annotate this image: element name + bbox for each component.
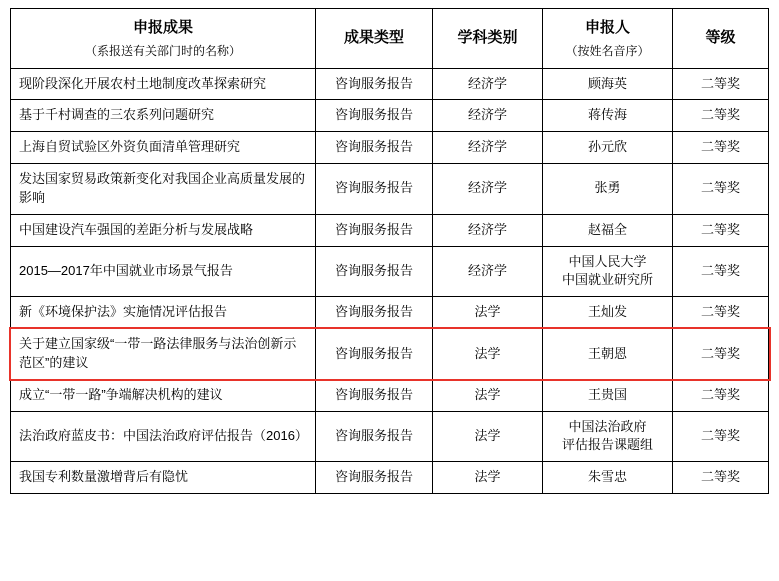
cell-achievement-type: 咨询服务报告	[316, 164, 433, 215]
cell-achievement-type: 咨询服务报告	[316, 246, 433, 297]
cell-achievement-name: 法治政府蓝皮书：中国法治政府评估报告（2016）	[11, 411, 316, 462]
cell-achievement-type: 咨询服务报告	[316, 68, 433, 100]
cell-applicant	[543, 100, 673, 132]
cell-discipline: 经济学	[433, 214, 543, 246]
table-header	[11, 9, 769, 69]
table-row	[11, 214, 769, 246]
cell-discipline: 法学	[433, 379, 543, 411]
cell-grade: 二等奖	[673, 132, 769, 164]
cell-applicant	[543, 164, 673, 215]
applicant-line-1: 中国人民大学	[568, 253, 647, 269]
cell-achievement-type: 咨询服务报告	[316, 462, 433, 494]
table-body	[11, 68, 769, 494]
cell-grade: 二等奖	[673, 329, 769, 380]
table-row	[11, 411, 769, 462]
cell-applicant	[543, 329, 673, 380]
cell-discipline: 法学	[433, 411, 543, 462]
applicant-line-1: 中国法治政府	[568, 418, 647, 434]
cell-grade: 二等奖	[673, 68, 769, 100]
applicant-line-1: 赵福全	[587, 221, 627, 237]
cell-applicant	[543, 379, 673, 411]
table-row	[11, 297, 769, 329]
applicant-line-1: 朱雪忠	[587, 469, 627, 485]
cell-applicant	[543, 297, 673, 329]
cell-achievement-type: 咨询服务报告	[316, 297, 433, 329]
cell-achievement-name: 新《环境保护法》实施情况评估报告	[11, 297, 316, 329]
header-sub-name: （系报送有关部门时的名称）	[84, 43, 241, 58]
cell-achievement-name: 上海自贸试验区外资负面清单管理研究	[11, 132, 316, 164]
table-row	[11, 379, 769, 411]
cell-discipline: 经济学	[433, 100, 543, 132]
applicant-line-1: 张勇	[594, 180, 621, 196]
table-row	[11, 132, 769, 164]
header-main-grade: 等级	[705, 29, 736, 46]
header-sub-person: （按姓名音序）	[565, 43, 650, 58]
cell-achievement-type: 咨询服务报告	[316, 132, 433, 164]
table-row	[11, 100, 769, 132]
table-row	[11, 68, 769, 100]
header-cell-discipline	[433, 9, 543, 69]
header-cell-type	[316, 9, 433, 69]
cell-discipline: 经济学	[433, 68, 543, 100]
cell-achievement-name: 发达国家贸易政策新变化对我国企业高质量发展的影响	[11, 164, 316, 215]
cell-discipline: 法学	[433, 329, 543, 380]
table-row	[11, 246, 769, 297]
applicant-line-2: 评估报告课题组	[561, 437, 653, 453]
applicant-line-2: 中国就业研究所	[561, 272, 653, 288]
cell-achievement-name: 关于建立国家级“一带一路法律服务与法治创新示范区”的建议	[11, 329, 316, 380]
applicant-line-1: 王贵国	[587, 386, 627, 402]
cell-achievement-name: 中国建设汽车强国的差距分析与发展战略	[11, 214, 316, 246]
cell-achievement-type: 咨询服务报告	[316, 214, 433, 246]
header-cell-name	[11, 9, 316, 69]
cell-applicant	[543, 246, 673, 297]
cell-discipline: 经济学	[433, 246, 543, 297]
table-row	[11, 164, 769, 215]
cell-achievement-type: 咨询服务报告	[316, 379, 433, 411]
cell-achievement-name: 2015—2017年中国就业市场景气报告	[11, 246, 316, 297]
header-main-discipline: 学科类别	[457, 29, 518, 46]
header-cell-person	[543, 9, 673, 69]
cell-applicant	[543, 462, 673, 494]
cell-applicant	[543, 132, 673, 164]
cell-discipline: 经济学	[433, 132, 543, 164]
cell-achievement-type: 咨询服务报告	[316, 100, 433, 132]
applicant-line-1: 蒋传海	[587, 107, 627, 123]
cell-grade: 二等奖	[673, 379, 769, 411]
cell-grade: 二等奖	[673, 214, 769, 246]
cell-achievement-name: 成立“一带一路”争端解决机构的建议	[11, 379, 316, 411]
cell-applicant	[543, 214, 673, 246]
cell-grade: 二等奖	[673, 100, 769, 132]
cell-grade: 二等奖	[673, 462, 769, 494]
cell-achievement-type: 咨询服务报告	[316, 411, 433, 462]
cell-discipline: 法学	[433, 297, 543, 329]
header-main-type: 成果类型	[343, 29, 404, 46]
award-results-table	[10, 8, 769, 494]
header-cell-grade	[673, 9, 769, 69]
cell-grade: 二等奖	[673, 246, 769, 297]
cell-applicant	[543, 68, 673, 100]
cell-achievement-type: 咨询服务报告	[316, 329, 433, 380]
applicant-line-1: 王朝恩	[587, 345, 627, 361]
cell-grade: 二等奖	[673, 297, 769, 329]
cell-discipline: 经济学	[433, 164, 543, 215]
cell-achievement-name: 基于千村调查的三农系列问题研究	[11, 100, 316, 132]
header-main-name: 申报成果	[132, 19, 193, 36]
cell-achievement-name: 我国专利数量激增背后有隐忧	[11, 462, 316, 494]
cell-discipline: 法学	[433, 462, 543, 494]
cell-applicant	[543, 411, 673, 462]
applicant-line-1: 孙元欣	[587, 139, 627, 155]
cell-achievement-name: 现阶段深化开展农村土地制度改革探索研究	[11, 68, 316, 100]
table-row	[11, 462, 769, 494]
header-main-person: 申报人	[584, 19, 630, 36]
table-header-row	[11, 9, 769, 69]
cell-grade: 二等奖	[673, 164, 769, 215]
applicant-line-1: 王灿发	[587, 304, 627, 320]
table-row	[11, 329, 769, 380]
cell-grade: 二等奖	[673, 411, 769, 462]
applicant-line-1: 顾海英	[587, 75, 627, 91]
